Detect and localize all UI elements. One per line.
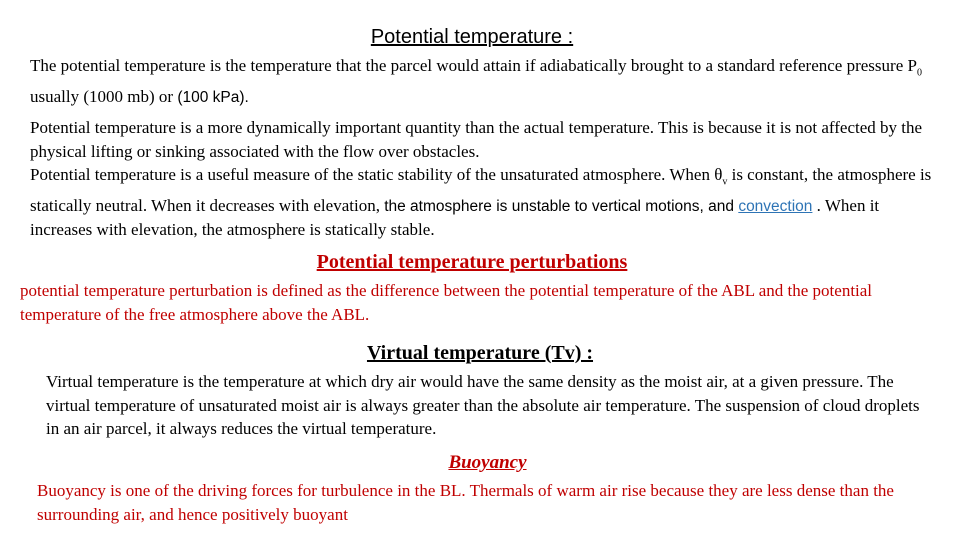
buoyancy-heading: Buoyancy: [448, 452, 527, 473]
perturbations-heading: Potential temperature perturbations: [316, 251, 628, 273]
definition-text-cont: usually (1000 mb) or: [30, 86, 178, 106]
theta-subscript: v: [722, 176, 728, 188]
potential-temperature-definition: [30, 54, 930, 109]
stability-text-sans: the atmosphere is unstable to vertical motions, and: [384, 197, 739, 215]
potential-temperature-heading: Potential temperature :: [370, 26, 574, 48]
convection-link[interactable]: convection: [738, 197, 813, 215]
stability-text-cont: is constant, the atmosphere is statically neutral. When it decreases with elevation,: [30, 165, 932, 215]
definition-text: The potential temperature is the temperature that the parcel would attain if adiabatically brought to a standard reference pressure P: [30, 56, 917, 75]
virtual-temperature-heading: Virtual temperature (Tv) :: [366, 342, 594, 364]
static-stability-paragraph: [30, 163, 940, 242]
reference-pressure-subscript: 0: [916, 67, 922, 79]
potential-temperature-importance: Potential temperature is a more dynamically important quantity than the actual temperature. This is because it is not affected by the physical lifting or sinking associated with the flow over obstacles.: [30, 118, 923, 161]
perturbations-definition: potential temperature perturbation is defined as the difference between the potential temperature of the ABL and the potential temperature of the free atmosphere above the ABL.: [20, 281, 873, 324]
buoyancy-definition: Buoyancy is one of the driving forces for turbulence in the BL. Thermals of warm air rise because they are less dense than the surrounding air, and hence positively buoyant: [37, 481, 894, 524]
stability-text: Potential temperature is a useful measure of the static stability of the unsaturated atmosphere. When θ: [30, 165, 723, 184]
stability-text-end: . When it increases with elevation, the atmosphere is statically stable.: [30, 195, 880, 240]
definition-kpa: (100 kPa).: [177, 88, 249, 106]
virtual-temperature-definition: Virtual temperature is the temperature at which dry air would have the same density as the moist air, at a given pressure. The virtual temperature of unsaturated moist air is always greater than the absolute air temperature. The suspension of cloud droplets in an air parcel, it always reduces the virtual temperature.: [46, 372, 920, 438]
